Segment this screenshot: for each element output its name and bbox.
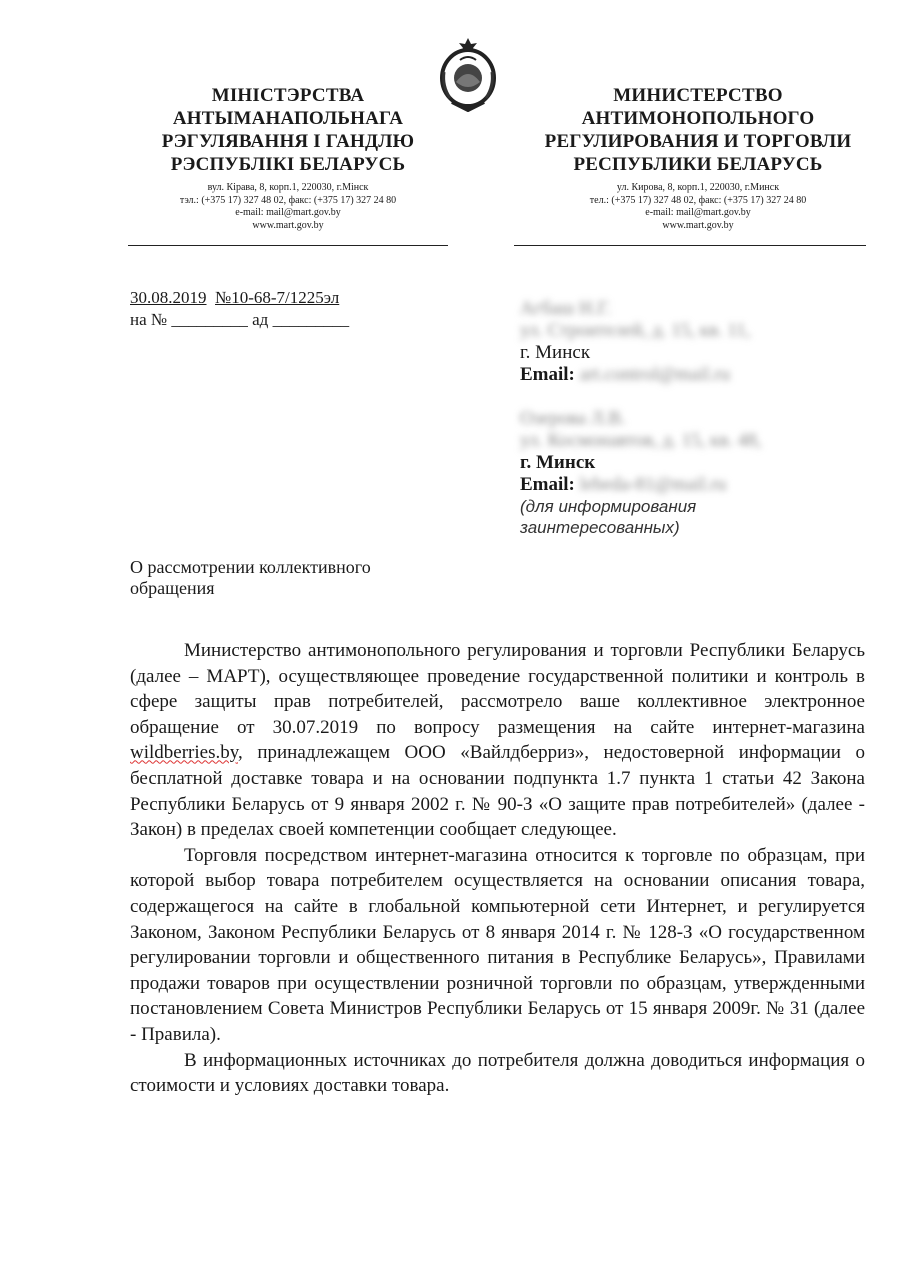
recipient-1 [520,298,880,386]
header-divider-right [514,245,866,246]
recipient-address: ул. Космонавтов, д. 15, кв. 48, [520,430,762,451]
registration-block [130,287,450,331]
body-paragraph-2: Торговля посредством интернет-магазина относится к торговле по образцам, при которой выбор товара потребителем осуществляется на основании описания товара, содержащегося на сайте в глобальной компьютерной сети Интернет, и регулируется Законом, Законом Республики Беларусь от 8 января 2014 г. № 128-З «О государственном регулировании торговли и общественного питания в Республике Беларусь», Правилами продажи товаров при осуществлении розничной торговли по образцам, утвержденными постановлением Совета Министров Республики Беларусь от 15 января 2009г. № 31 (далее - Правила). [130,844,865,1045]
recipient-city: г. Минск [520,342,591,363]
email-label: Email: [520,364,575,385]
phone-ru: тел.: (+375 17) 327 48 02, факс: (+375 17) 327 24 80 [589,194,807,206]
website-be: www.mart.gov.by [252,219,324,231]
recipient-note-line1: (для информирования [520,497,697,516]
header-left [128,84,448,232]
org-name-ru-line1: МИНИСТЕРСТВО [613,85,783,106]
org-name-ru-line2: АНТИМОНОПОЛЬНОГО [581,108,815,129]
org-name-ru-line4: РЕСПУБЛИКИ БЕЛАРУСЬ [573,154,823,175]
header-right [516,84,880,232]
website-ru: www.mart.gov.by [662,219,734,231]
reference-ad: ад [252,310,269,329]
reference-date: _________ [272,310,350,329]
body-paragraph-1: Министерство антимонопольного регулирования и торговли Республики Беларусь (далее – МАРТ), осуществляющее проведение государственной политики и контроль в сфере защиты прав потребителей, рассмотрело ваше коллективное электронное обращение от 30.07.2019 по вопросу размещения на сайте интернет-магазина wildberries.by, принадлежащем ООО «Вайлдберриз», недостоверной информации о бесплатной доставке товара и на основании подпункта 1.7 пункта 1 статьи 42 Закона Республики Беларусь от 9 января 2002 г. № 90-З «О защите прав потребителей» (далее - Закон) в пределах своей компетенции сообщает следующее. [130,640,865,841]
address-be: вул. Кірава, 8, корп.1, 220030, г.Мінск [207,182,369,193]
body-paragraph-3: В информационных источниках до потребителя должна доводиться информация о стоимости и условиях доставки товара. [130,1049,865,1097]
recipient-address: ул. Строителей, д. 15, кв. 11, [520,320,751,341]
letter-subject [130,557,460,599]
recipient-note-line2: заинтересованных) [520,518,680,537]
org-name-ru-line3: РЕГУЛИРОВАНИЯ И ТОРГОВЛИ [544,131,852,152]
subject-line1: О рассмотрении коллективного [130,557,371,577]
email-be: e-mail: mail@mart.gov.by [235,207,341,218]
email-label: Email: [520,474,575,495]
email-ru: e-mail: mail@mart.gov.by [645,207,751,218]
org-name-be-line1: МІНІСТЭРСТВА [211,85,365,106]
org-name-be-line4: РЭСПУБЛІКІ БЕЛАРУСЬ [170,154,406,175]
recipient-name: Озерова Л.В. [520,408,626,429]
reference-number: _________ [171,310,248,329]
recipient-name: Агбаш Н.Г. [520,298,612,319]
recipient-email: lebeda-81@mail.ru [579,474,727,495]
header-divider-left [128,245,448,246]
recipient-2 [520,408,880,538]
recipient-city: г. Минск [520,452,596,473]
org-name-be-line2: АНТЫМАНАПОЛЬНАГА [172,108,404,129]
letter-number: №10-68-7/1225эл [215,288,340,307]
recipient-email: art.control@mail.ru [579,364,731,385]
phone-be: тэл.: (+375 17) 327 48 02, факс: (+375 17) 327 24 80 [179,194,397,206]
org-name-be-line3: РЭГУЛЯВАННЯ І ГАНДЛЮ [161,131,415,152]
address-ru: ул. Кирова, 8, корп.1, 220030, г.Минск [616,182,780,193]
letter-date: 30.08.2019 [130,288,207,307]
reference-prefix: на № [130,310,168,329]
website-link: wildberries.by [130,742,238,764]
subject-line2: обращения [130,578,215,598]
letter-body [130,638,865,1099]
